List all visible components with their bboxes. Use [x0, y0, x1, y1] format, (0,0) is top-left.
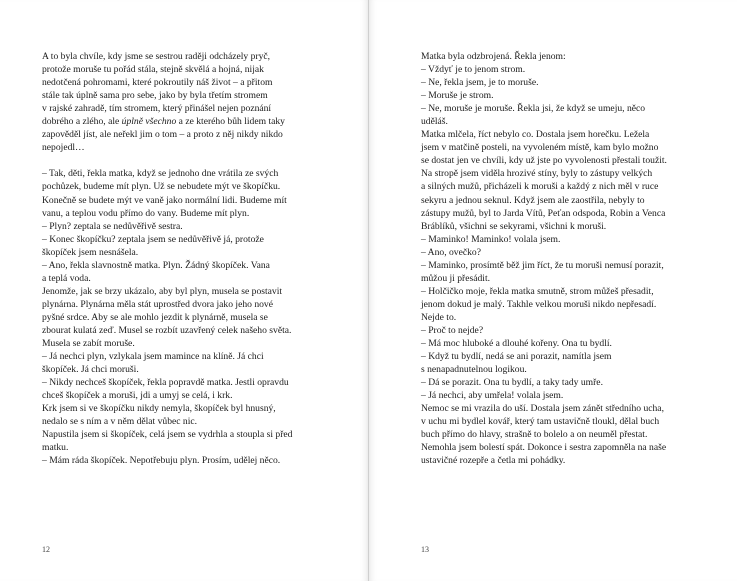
text-run: Jenomže, jak se brzy ukázalo, aby byl plyn, musela se postavit — [42, 285, 283, 297]
text-run: – Má moc hluboké a dlouhé kořeny. Ona tu bydlí. — [421, 338, 612, 350]
text-run: Nemohla jsem bolestí spát. Dokonce i sestra zapomněla na naše — [421, 442, 667, 454]
text-run: a teplá voda. — [42, 272, 91, 284]
text-run: – Dá se porazit. Ona tu bydlí, a taky tady umře. — [421, 377, 603, 389]
text-run: – Nikdy nechceš škopíček, řekla popravdě matka. Jestli opravdu — [42, 377, 289, 389]
text-line — [421, 154, 711, 167]
text-run: – Ne, řekla jsem, je to moruše. — [421, 77, 539, 89]
text-run: jsem v matčině posteli, na vyvoleném místě, kam bylo možno — [421, 142, 659, 154]
text-run: můžou ji přesádit. — [421, 272, 491, 284]
page-number-left: 12 — [42, 545, 50, 554]
text-line — [421, 285, 711, 298]
text-line — [421, 246, 711, 259]
text-line — [421, 180, 711, 193]
text-line — [42, 402, 332, 415]
text-run: – Maminko! Maminko! volala jsem. — [421, 233, 561, 245]
text-line — [42, 246, 332, 259]
text-line — [42, 167, 332, 180]
text-line — [42, 389, 332, 402]
text-run: – Tak, děti, řekla matka, když se jednoho dne vrátila ze svých — [42, 168, 279, 180]
text-line — [421, 376, 711, 389]
right-page — [369, 0, 737, 581]
text-line — [421, 220, 711, 233]
text-run: – Plyn? zeptala se nedůvěřivě sestra. — [42, 220, 183, 232]
text-line — [42, 428, 332, 441]
text-run: jenom dokud je malý. Takhle velkou moruši nikdo nepřesadí. — [421, 298, 657, 310]
text-line — [421, 76, 711, 89]
text-line — [42, 63, 332, 76]
text-run: – Holčičko moje, řekla matka smutně, strom můžeš přesadit, — [421, 285, 654, 297]
text-line — [42, 220, 332, 233]
text-run: škopíček jsem nesnášela. — [42, 246, 139, 258]
text-line — [42, 324, 332, 337]
text-line — [42, 311, 332, 324]
text-run: pochůzek, budeme mít plyn. Už se nebudete mýt ve škopíčku. — [42, 181, 281, 193]
text-line — [42, 89, 332, 102]
text-line — [421, 259, 711, 272]
text-line — [42, 102, 332, 115]
text-line — [42, 337, 332, 350]
text-line — [421, 441, 711, 454]
text-run: – Ano, ovečko? — [421, 246, 481, 258]
text-line — [42, 298, 332, 311]
text-line — [42, 50, 332, 63]
text-line — [421, 350, 711, 363]
left-page — [0, 0, 368, 581]
text-run: Musela se zabít moruše. — [42, 338, 135, 350]
text-run: zástupy mužů, byl to Jarda Vítů, Peťan odspoda, Robin a Venca — [421, 207, 666, 219]
text-run: Nemoc se mi vrazila do uší. Dostala jsem zánět středního ucha, — [421, 403, 664, 415]
text-run: plynárna. Plynárna měla stát uprostřed dvora jako jeho nové — [42, 298, 273, 310]
text-run: Matka byla odzbrojená. Řekla jenom: — [421, 51, 566, 62]
text-line — [42, 115, 332, 128]
text-line — [42, 128, 332, 141]
text-run: – Ano, řekla slavnostně matka. Plyn. Žádný škopíček. Vana — [42, 259, 270, 271]
text-run: Bráblíků, všichni se sekyrami, všichni k moruši. — [421, 220, 607, 232]
text-line — [42, 285, 332, 298]
text-run: – Já nechci plyn, vzlykala jsem mamince na klíně. Já chci — [42, 351, 264, 363]
text-line — [421, 233, 711, 246]
text-run: v uchu mi bydlel kovář, který tam ustavičně tloukl, dělal buch — [421, 416, 660, 428]
text-line — [421, 402, 711, 415]
page-number-right: 13 — [421, 545, 429, 554]
text-line — [421, 167, 711, 180]
text-line — [421, 428, 711, 441]
text-line — [421, 454, 711, 467]
text-run: stále tak úplně sama pro sebe, jako by byla třetím stromem — [42, 90, 268, 102]
text-line — [421, 324, 711, 337]
text-run: Konečně se budete mýt ve vaně jako normální lidi. Budeme mít — [42, 194, 287, 206]
text-run: – Konec škopíčku? zeptala jsem se nedůvěřivě já, protože — [42, 233, 264, 245]
text-line — [42, 363, 332, 376]
text-run: matku. — [42, 442, 69, 454]
text-line — [421, 389, 711, 402]
text-run: škopíček. Já chci moruši. — [42, 364, 139, 376]
text-line — [421, 337, 711, 350]
text-line — [42, 207, 332, 220]
text-run: chceš škopíček a moruši, jdi a umyj se celá, i krk. — [42, 390, 233, 402]
text-run: a silných mužů, přicházeli k moruši a každý z nich měl v ruce — [421, 181, 659, 193]
text-run: nepojedl… — [42, 142, 85, 154]
italic-text-run: úplně všechno — [121, 116, 177, 128]
text-run: Krk jsem si ve škopíčku nikdy nemyla, škopíček byl hnusný, — [42, 403, 276, 415]
text-line — [421, 128, 711, 141]
text-run: – Já nechci, aby umřela! volala jsem. — [421, 390, 564, 402]
text-run: – Vždyť je to jenom strom. — [421, 64, 526, 76]
text-line — [42, 441, 332, 454]
text-run: – Mám ráda škopíček. Nepotřebuju plyn. Prosím, udělej něco. — [42, 455, 281, 467]
text-run: Napustila jsem si škopíček, celá jsem se vydrhla a stoupla si před — [42, 429, 293, 441]
text-run: a ze kterého bůh lidem taky — [176, 116, 285, 128]
text-line — [421, 50, 711, 63]
text-run: v rajské zahradě, tím stromem, který přinášel nejen poznání — [42, 103, 272, 115]
text-run: pyšné srdce. Aby se ale mohlo jezdit k plynárně, musela se — [42, 311, 268, 323]
text-run: – Maminko, prosímtě běž jim říct, že tu moruši nemusí porazit, — [421, 259, 664, 271]
text-run: zapověděl jíst, ale neřekl jim o tom – a proto z něj nikdy nikdo — [42, 129, 283, 141]
text-run: – Ne, moruše je moruše. Řekla jsi, že když se umeju, něco — [421, 103, 646, 115]
text-run: dobrého a zlého, ale — [42, 116, 122, 128]
text-run: A to byla chvíle, kdy jsme se sestrou raději odcházely pryč, — [42, 51, 271, 62]
text-line — [42, 180, 332, 193]
text-run: – Když tu bydlí, nedá se ani porazit, namítla jsem — [421, 351, 612, 363]
paragraph-gap — [42, 154, 332, 167]
text-run: – Moruše je strom. — [421, 90, 494, 102]
text-run: sekyru a jednou seknul. Když jsem ale zaostřila, nebyly to — [421, 194, 645, 206]
text-run: vanu, a teplou vodu přímo do vany. Budeme mít plyn. — [42, 207, 250, 219]
text-line — [42, 415, 332, 428]
text-line — [42, 272, 332, 285]
text-run: – Proč to nejde? — [421, 324, 484, 336]
text-line — [42, 76, 332, 89]
text-run: buch přímo do hlavy, strašně to bolelo a on neuměl přestat. — [421, 429, 648, 441]
text-run: Na stropě jsem viděla hrozivé stíny, byly to zástupy velkých — [421, 168, 653, 180]
text-run: ustavičné rozepře a četla mi pohádky. — [421, 455, 566, 467]
text-line — [42, 194, 332, 207]
text-line — [42, 454, 332, 467]
text-run: protože moruše tu pořád stála, stejně skvělá a hojná, nijak — [42, 64, 264, 76]
text-line — [421, 194, 711, 207]
text-line — [42, 233, 332, 246]
text-line — [421, 141, 711, 154]
text-line — [42, 350, 332, 363]
text-line — [421, 89, 711, 102]
text-line — [421, 63, 711, 76]
text-line — [421, 311, 711, 324]
text-run: nedalo se s ním a v něm dělat vůbec nic. — [42, 416, 198, 428]
left-page-text — [42, 50, 332, 468]
text-run: s nenapadnutelnou logikou. — [421, 364, 527, 376]
right-page-text — [421, 50, 711, 468]
text-line — [421, 272, 711, 285]
text-line — [421, 102, 711, 115]
text-line — [42, 141, 332, 154]
text-line — [421, 363, 711, 376]
text-run: Matka mlčela, říct nebylo co. Dostala jsem horečku. Ležela — [421, 129, 650, 141]
text-run: nedotčená pohromami, které pokroutily náš život – a přitom — [42, 77, 273, 89]
text-line — [42, 259, 332, 272]
text-run: Nejde to. — [421, 311, 457, 323]
text-line — [421, 298, 711, 311]
text-line — [421, 415, 711, 428]
text-run: zbourat kulatá zeď. Musel se rozbít uzavřený celek našeho světa. — [42, 324, 292, 336]
text-line — [421, 207, 711, 220]
text-line — [421, 115, 711, 128]
text-run: se dostat jen ve chvíli, kdy už jste po vyvolenosti přestali toužit. — [421, 155, 667, 167]
text-run: uděláš. — [421, 116, 448, 128]
text-line — [42, 376, 332, 389]
